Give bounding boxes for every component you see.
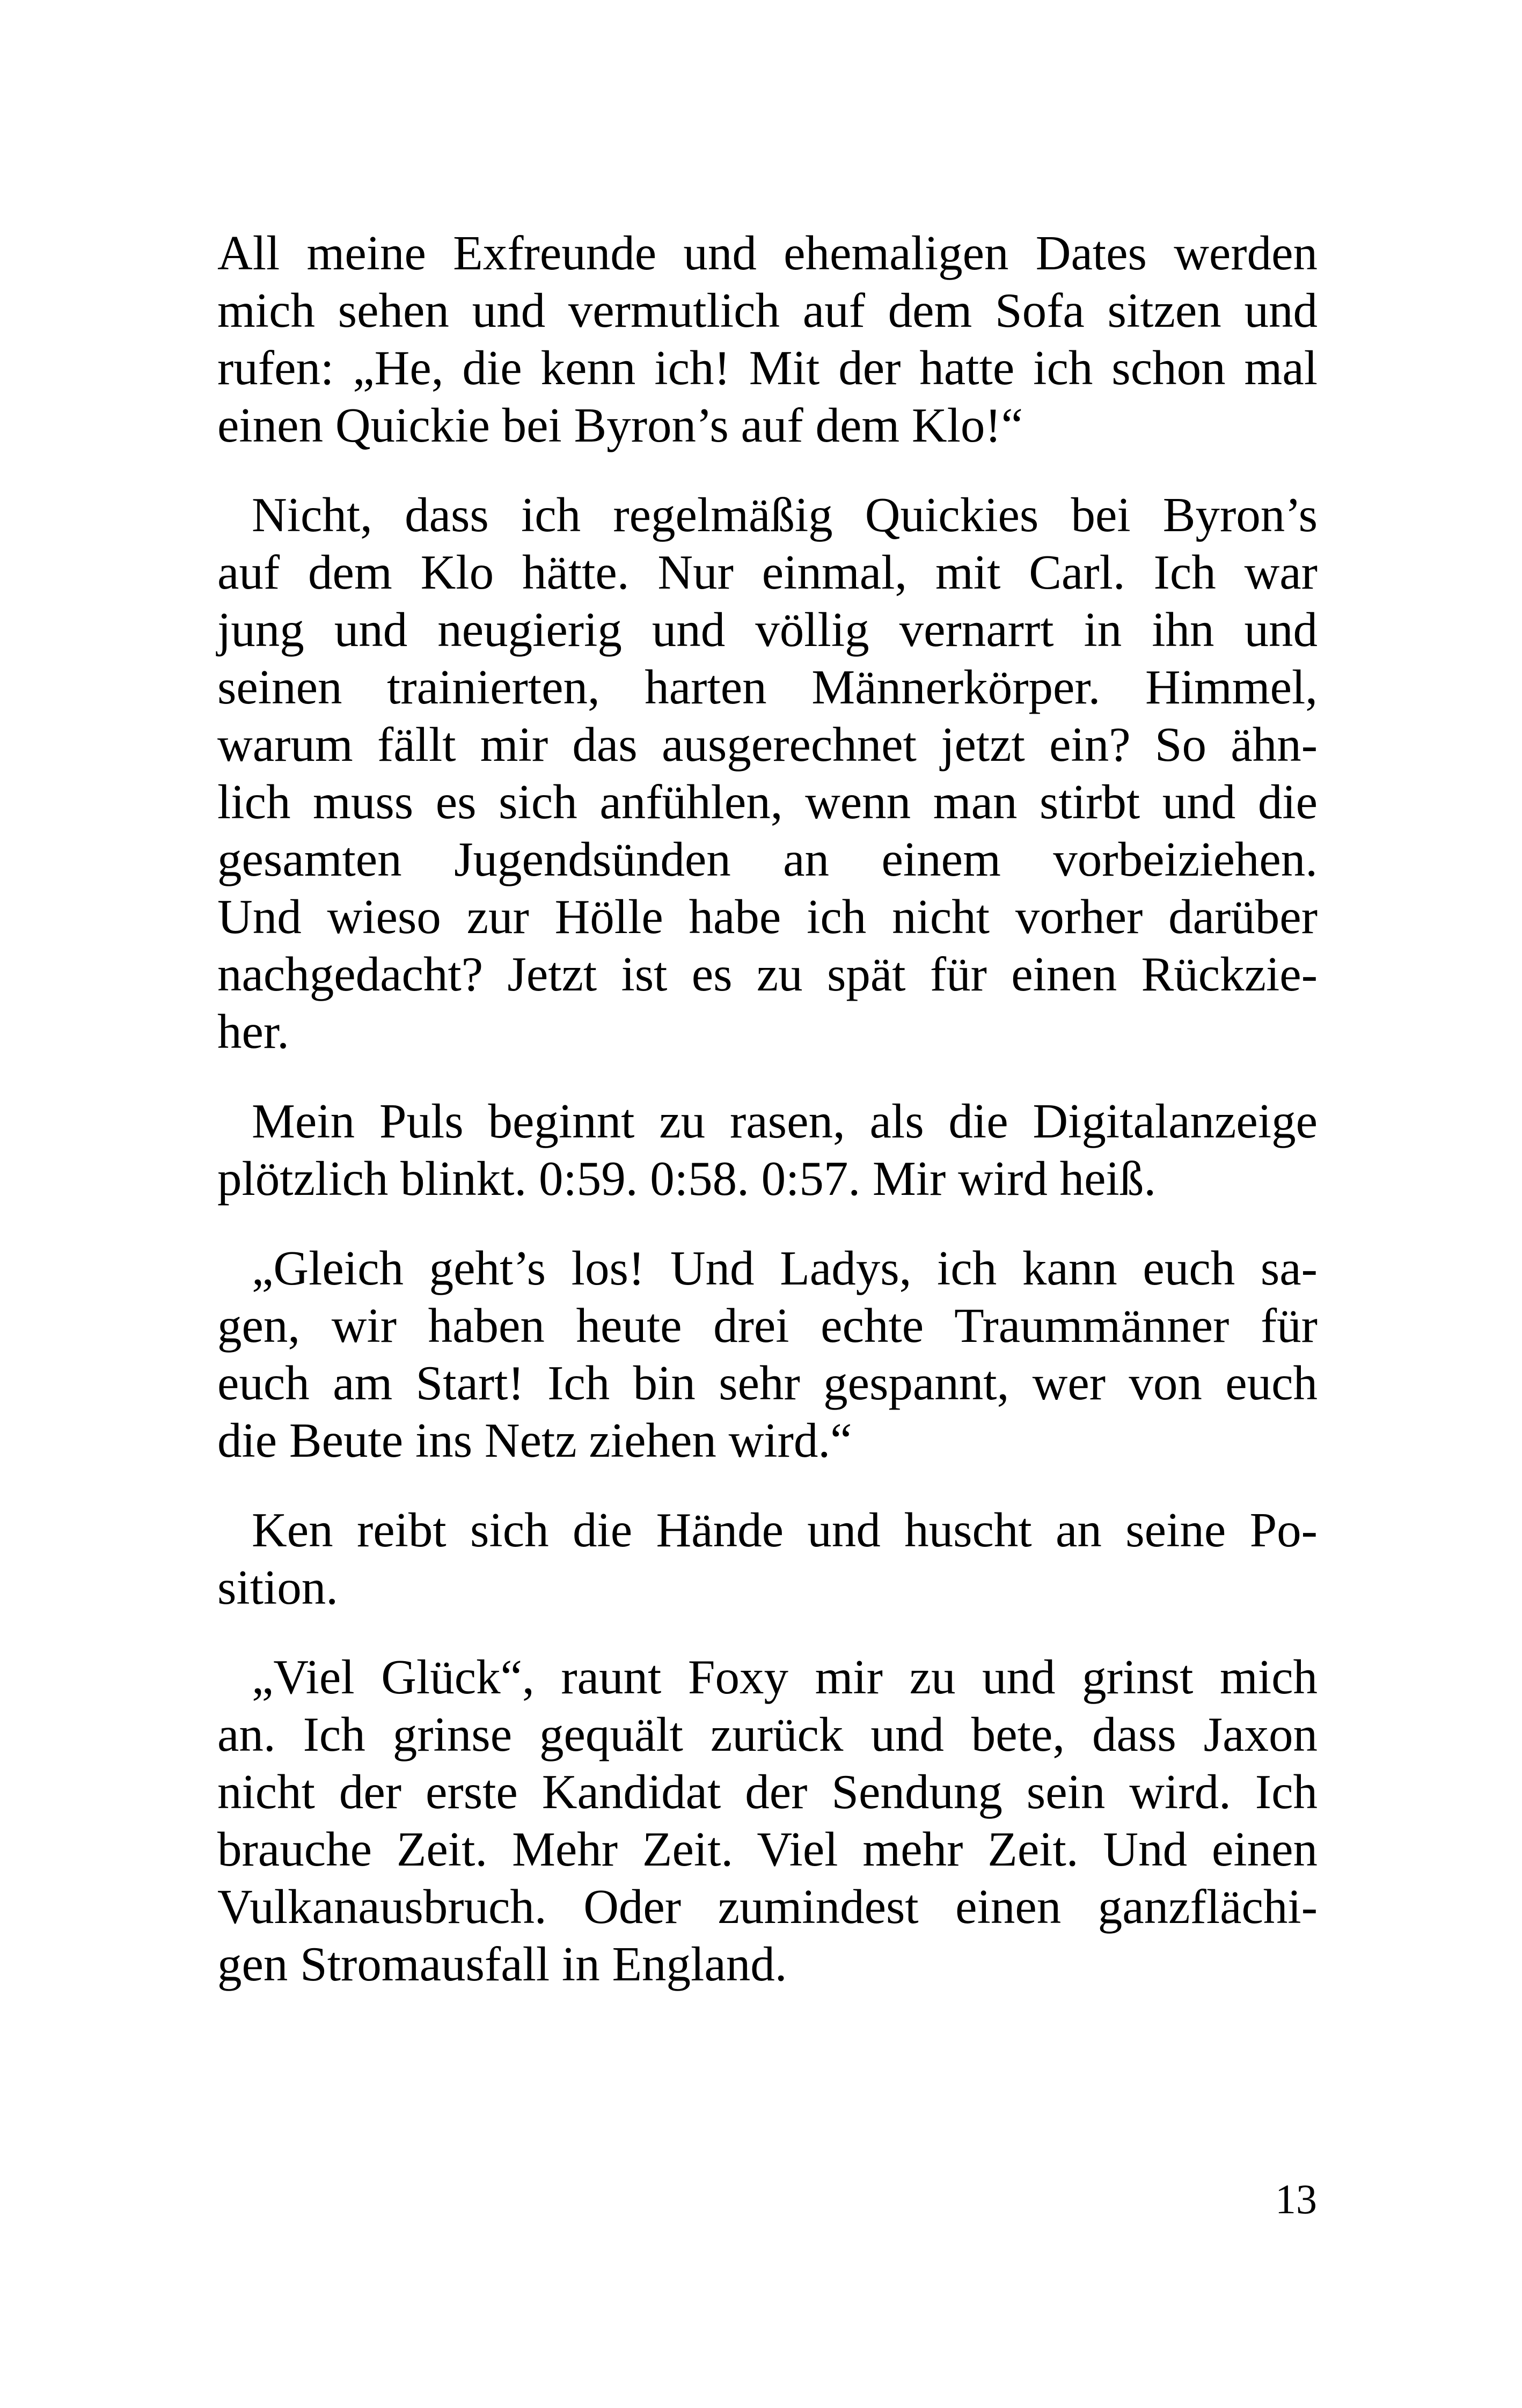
paragraph-1 [217, 224, 1318, 454]
text-line: plötzlich blinkt. 0:59. 0:58. 0:57. Mir wird heiß. [217, 1151, 1157, 1206]
text-line: nicht der erste Kandidat der Sendung sein wird. Ich [217, 1765, 1318, 1819]
text-line: auf dem Klo hätte. Nur einmal, mit Carl. Ich war [217, 545, 1318, 599]
text-line: gen, wir haben heute drei echte Traummänner für [217, 1298, 1318, 1353]
text-line: Und wieso zur Hölle habe ich nicht vorher darüber [217, 890, 1318, 944]
text-line: All meine Exfreunde und ehemaligen Dates werden [217, 226, 1318, 280]
text-line: gen Stromausfall in England. [217, 1937, 787, 1991]
paragraph-4 [217, 1239, 1318, 1469]
text-line: brauche Zeit. Mehr Zeit. Viel mehr Zeit. Und einen [217, 1822, 1318, 1876]
text-line: einen Quickie bei Byron’s auf dem Klo!“ [217, 398, 1023, 452]
text-line: mich sehen und vermutlich auf dem Sofa sitzen und [217, 283, 1318, 337]
text-line: die Beute ins Netz ziehen wird.“ [217, 1413, 852, 1467]
text-line: Ken reibt sich die Hände und huscht an seine Po- [252, 1503, 1318, 1557]
text-line: „Gleich geht’s los! Und Ladys, ich kann euch sa- [252, 1241, 1318, 1295]
paragraph-2 [217, 486, 1318, 1060]
body-text [217, 224, 1318, 1993]
text-line: jung und neugierig und völlig vernarrt in ihn und [217, 603, 1318, 657]
text-line: gesamten Jugendsünden an einem vorbeiziehen. [217, 832, 1318, 886]
text-line: „Viel Glück“, raunt Foxy mir zu und grinst mich [252, 1650, 1318, 1704]
text-line: an. Ich grinse gequält zurück und bete, dass Jaxon [217, 1707, 1318, 1761]
paragraph-6 [217, 1648, 1318, 1993]
text-line: euch am Start! Ich bin sehr gespannt, wer von euch [217, 1356, 1318, 1410]
page-number: 13 [1275, 2176, 1317, 2222]
text-line: Vulkanausbruch. Oder zumindest einen ganzflächi- [217, 1880, 1318, 1934]
text-line: her. [217, 1004, 289, 1059]
text-line: nachgedacht? Jetzt ist es zu spät für einen Rückzie- [217, 947, 1318, 1001]
text-line: rufen: „He, die kenn ich! Mit der hatte ich schon mal [217, 341, 1318, 395]
text-line: seinen trainierten, harten Männerkörper. Himmel, [217, 660, 1318, 714]
paragraph-3 [217, 1092, 1318, 1207]
text-line: lich muss es sich anfühlen, wenn man stirbt und die [217, 775, 1318, 829]
paragraph-5 [217, 1501, 1318, 1616]
text-line: sition. [217, 1560, 339, 1614]
text-line: Mein Puls beginnt zu rasen, als die Digitalanzeige [252, 1094, 1318, 1148]
text-line: warum fällt mir das ausgerechnet jetzt ein? So ähn- [217, 717, 1318, 772]
text-line: Nicht, dass ich regelmäßig Quickies bei Byron’s [252, 488, 1318, 542]
